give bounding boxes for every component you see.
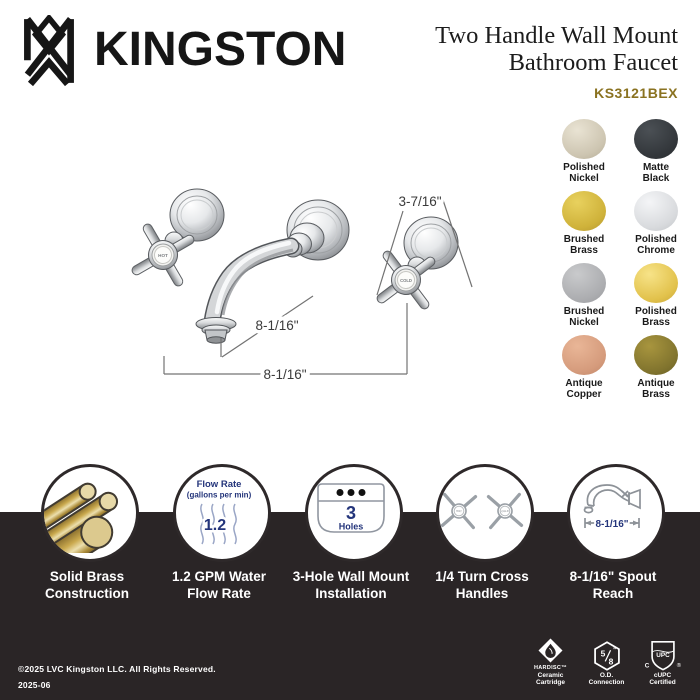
od-connection-icon xyxy=(591,640,623,672)
cross-handles-icon xyxy=(439,467,525,553)
finish-option: Polished Brass xyxy=(625,263,687,328)
flow-rate-icon xyxy=(176,467,262,553)
product-title-line1: Two Handle Wall Mount xyxy=(435,22,678,49)
dimension-depth-label: 3-7/16" xyxy=(398,194,442,209)
svg-text:8-1/16": 8-1/16" xyxy=(595,519,629,530)
finish-option: Matte Black xyxy=(625,119,687,184)
feature-label: 1.2 GPM Water Flow Rate xyxy=(171,569,267,601)
finish-swatch-matte-black xyxy=(634,119,678,159)
finish-swatch-brushed-brass xyxy=(562,191,606,231)
product-title-line2: Bathroom Faucet xyxy=(508,49,678,76)
finish-swatch-antique-brass xyxy=(634,335,678,375)
dimension-width-label: 8-1/16" xyxy=(263,367,307,382)
svg-text:5: 5 xyxy=(600,647,605,658)
svg-text:®: ® xyxy=(676,662,681,669)
finish-option: Polished Nickel xyxy=(553,119,615,184)
svg-text:UPC: UPC xyxy=(655,651,670,659)
cupc-shield-icon xyxy=(643,639,683,672)
finish-swatch-polished-nickel xyxy=(562,119,606,159)
finish-swatch-brushed-nickel xyxy=(562,263,606,303)
copyright-text: ©2025 LVC Kingston LLC. All Rights Reserved. xyxy=(18,664,216,674)
feature-label: Solid Brass Construction xyxy=(45,569,129,601)
finish-option: Antique Brass xyxy=(625,335,687,400)
svg-text:Holes: Holes xyxy=(338,521,364,532)
finish-option: Polished Chrome xyxy=(625,191,687,256)
feature-label: 3-Hole Wall Mount Installation xyxy=(292,569,410,601)
faucet-dimension-diagram xyxy=(110,175,480,385)
dimension-reach-label: 8-1/16" xyxy=(255,318,299,333)
hot-handle-assembly xyxy=(129,189,224,289)
feature-circle-solid-brass xyxy=(41,464,139,562)
feature-circle-spout-reach xyxy=(567,464,665,562)
certification-badges xyxy=(527,637,686,687)
svg-text:HOT: HOT xyxy=(456,509,462,514)
svg-text:3: 3 xyxy=(345,503,357,523)
cert-cupc-certified: UPC C ® cUPC Certified xyxy=(639,639,686,687)
finish-option: Brushed Brass xyxy=(553,191,615,256)
brand-wordmark: KINGSTON xyxy=(94,23,347,76)
brass-rods-icon xyxy=(44,467,130,553)
svg-text:8: 8 xyxy=(608,655,613,666)
kingston-logo-icon xyxy=(21,15,77,87)
cold-index-label: COLD xyxy=(400,278,412,283)
feature-circle-flow-rate xyxy=(173,464,271,562)
feature-label: 1/4 Turn Cross Handles xyxy=(435,569,529,601)
svg-text:Flow Rate: Flow Rate xyxy=(196,479,242,490)
feature-circle-three-hole xyxy=(305,464,403,562)
finish-swatch-antique-copper xyxy=(562,335,606,375)
model-number: KS3121BEX xyxy=(594,85,678,101)
hot-index-label: HOT xyxy=(158,253,168,258)
finish-swatch-polished-brass xyxy=(634,263,678,303)
svg-text:(gallons per min): (gallons per min) xyxy=(186,490,252,500)
cert-ceramic-cartridge: HARDISC™ Ceramic Cartridge xyxy=(527,637,574,687)
finish-option: Brushed Nickel xyxy=(553,263,615,328)
three-hole-sink-icon xyxy=(308,467,394,553)
feature-circle-cross-handles xyxy=(436,464,534,562)
svg-text:": " xyxy=(612,646,616,654)
product-title-block xyxy=(435,22,678,101)
svg-text:COLD: COLD xyxy=(501,509,509,514)
spout-reach-icon xyxy=(570,467,656,553)
svg-text:C: C xyxy=(644,661,649,669)
finish-option: Antique Copper xyxy=(553,335,615,400)
finish-swatch-polished-chrome xyxy=(634,191,678,231)
ceramic-cartridge-icon xyxy=(537,637,564,664)
cert-od-connection: 5 8 " O.D. Connection xyxy=(583,640,630,687)
feature-label: 8-1/16" Spout Reach xyxy=(569,569,657,601)
svg-text:1.2: 1.2 xyxy=(203,517,227,534)
finish-options-grid xyxy=(553,119,687,400)
date-code: 2025-06 xyxy=(18,680,51,690)
